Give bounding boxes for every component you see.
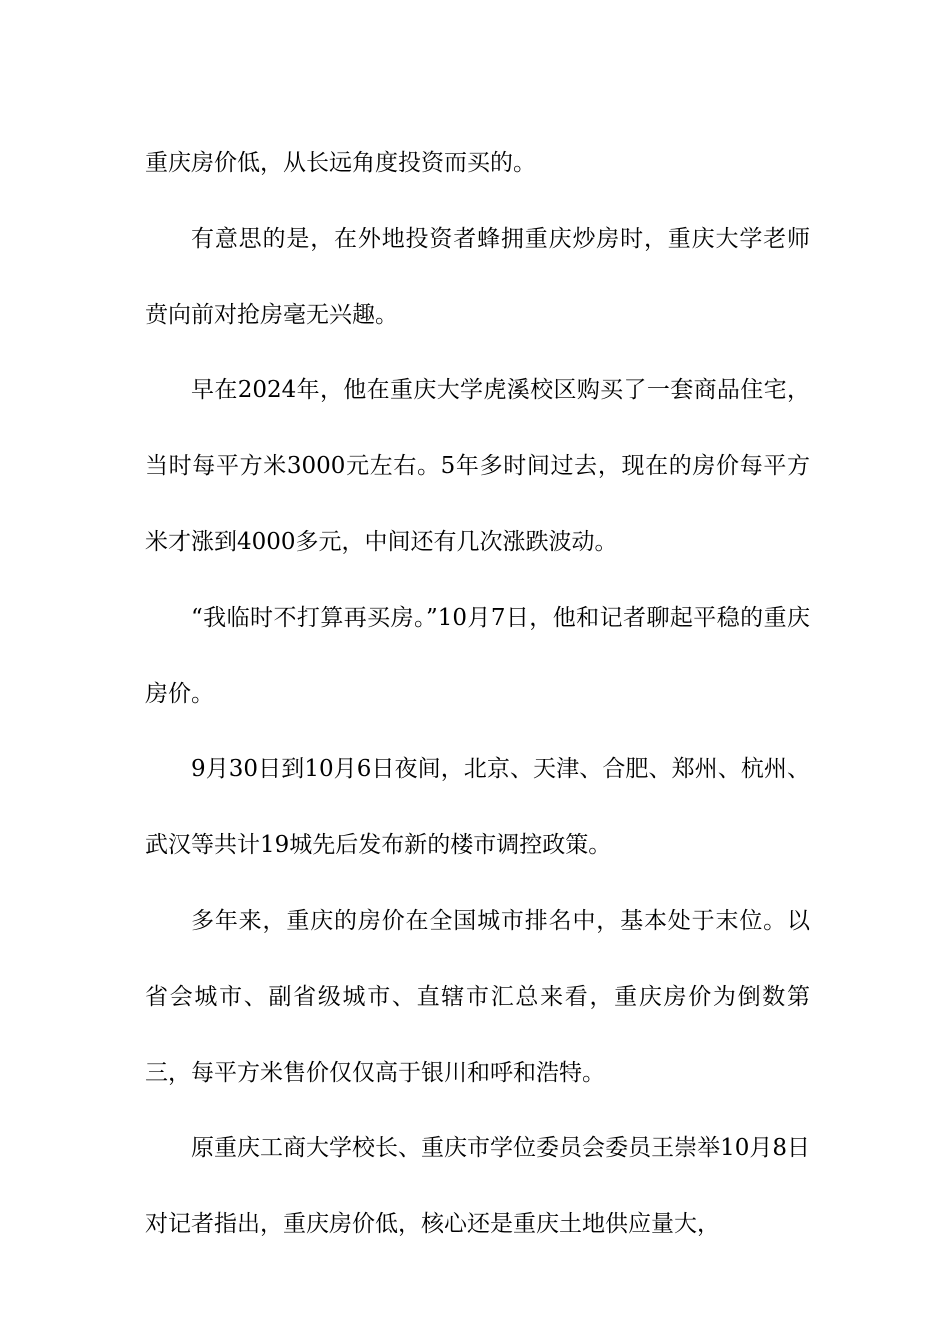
paragraph-7: 原重庆工商大学校长、重庆市学位委员会委员王崇举10月8日对记者指出，重庆房价低，核心还是重庆土地供应量大，	[145, 1135, 810, 1238]
paragraph-3: 早在2024年，他在重庆大学虎溪校区购买了一套商品住宅，当时每平方米3000元左右。5年多时间过去，现在的房价每平方米才涨到4000多元，中间还有几次涨跌波动。	[145, 377, 810, 555]
paragraph-4: “我临时不打算再买房。”10月7日，他和记者聊起平稳的重庆房价。	[145, 604, 810, 707]
document-body	[145, 126, 810, 1263]
paragraph-2: 有意思的是，在外地投资者蜂拥重庆炒房时，重庆大学老师贲向前对抢房毫无兴趣。	[145, 225, 810, 328]
paragraph-6: 多年来，重庆的房价在全国城市排名中，基本处于末位。以省会城市、副省级城市、直辖市汇总来看，重庆房价为倒数第三，每平方米售价仅仅高于银川和呼和浩特。	[145, 907, 810, 1086]
paragraph-5: 9月30日到10月6日夜间，北京、天津、合肥、郑州、杭州、武汉等共计19城先后发布新的楼市调控政策。	[145, 756, 810, 859]
paragraph-1: 重庆房价低，从长远角度投资而买的。	[145, 150, 536, 176]
